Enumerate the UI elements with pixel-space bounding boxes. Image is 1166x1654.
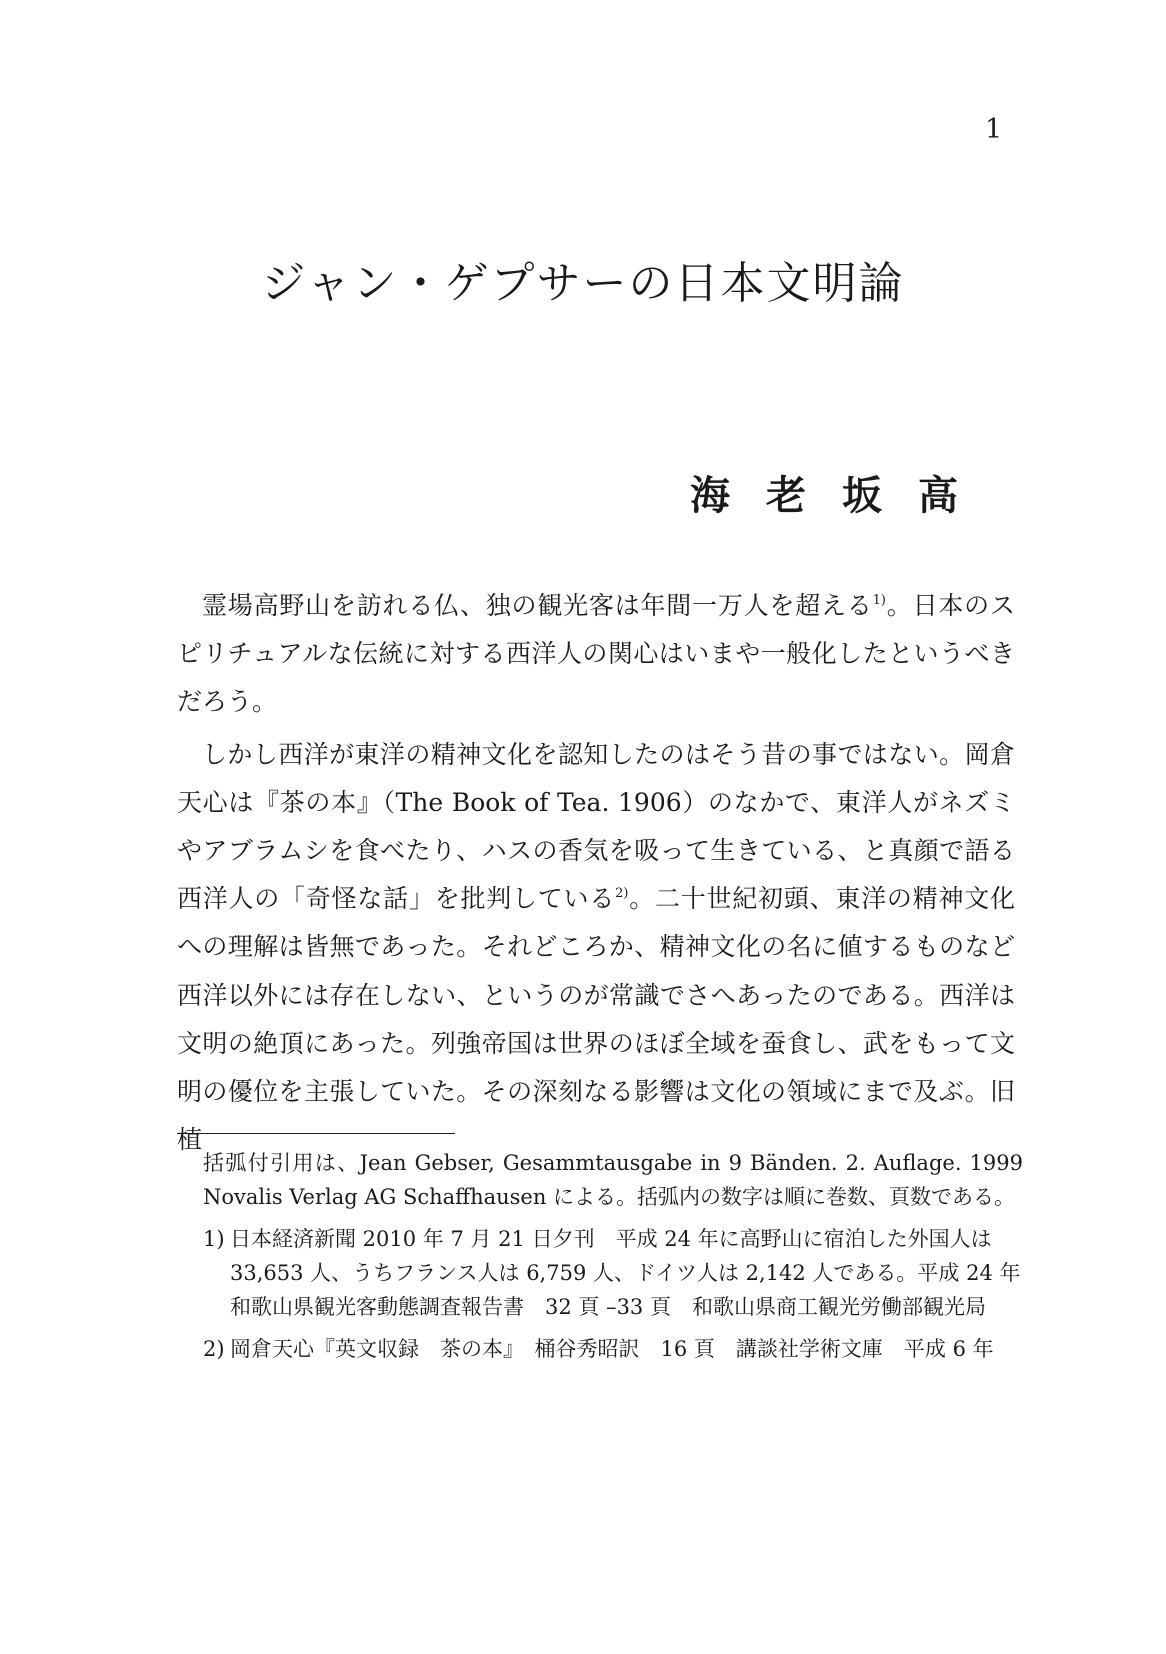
page-title: ジャン・ゲプサーの日本文明論 [261, 258, 905, 309]
author-char: 海 [690, 472, 730, 519]
footnote-intro: 括弧付引用は、Jean Gebser, Gesammtausgabe in 9 Bänden. 2. Auflage. 1999 Novalis Verlag AG Schaffhausen による。括弧内の数字は順に巻数、頁数である。 [203, 1151, 1023, 1209]
footnote-item [203, 1332, 1023, 1366]
page-number: 1 [985, 114, 1003, 145]
author-name [690, 470, 958, 522]
footnote-number: 2) [203, 1337, 225, 1361]
author-char: 高 [918, 472, 958, 519]
footnote-divider [177, 1133, 455, 1134]
paragraph-text: しかし西洋が東洋の精神文化を認知したのはそう昔の事ではない。岡倉天心は『茶の本』（The Book of Tea. 1906）のなかで、東洋人がネズミやアブラムシを食べたり、ハスの香気を吸って生きている、と真顔で語る西洋人の「奇怪な話」を批判している [177, 739, 1015, 914]
body-text [177, 582, 1015, 1164]
paragraph-text: 。日本のスピリチュアルな伝統に対する西洋人の関心はいまや一般化したというべきだろう。 [177, 591, 1015, 717]
paragraph-text: 。二十世紀初頭、東洋の精神文化への理解は皆無であった。それどころか、精神文化の名に値するものなど西洋以外には存在しない、というのが常識でさへあったのである。西洋は文明の絶頂にあった。列強帝国は世界のほぼ全域を蚕食し、武をもって文明の優位を主張していた。その深刻なる影響は文化の領域にまで及ぶ。旧植 [177, 884, 1015, 1155]
author-char: 坂 [842, 472, 882, 519]
paragraph [177, 731, 1015, 1165]
footnote-reference: 1) [872, 593, 886, 608]
footnote-number: 1) [203, 1227, 225, 1251]
footnote-text: 岡倉天心『英文収録 茶の本』 桶谷秀昭訳 16 頁 講談社学術文庫 平成 6 年 [230, 1337, 994, 1361]
paragraph [177, 582, 1015, 727]
author-char: 老 [766, 472, 806, 519]
paragraph-text: 霊場高野山を訪れる仏、独の観光客は年間一万人を超える [202, 591, 873, 620]
footnote-item [203, 1222, 1023, 1324]
footnote-reference: 2) [615, 886, 629, 902]
footnotes [203, 1146, 1023, 1374]
footnote-text: 日本経済新聞 2010 年 7 月 21 日夕刊 平成 24 年に高野山に宿泊した外国人は 33,653 人、うちフランス人は 6,759 人、ドイツ人は 2,142 人である。平成 24 年和歌山県観光客動態調査報告書 32 頁 –33 頁 和歌山県商工観光労働部観光局 [230, 1227, 1021, 1319]
